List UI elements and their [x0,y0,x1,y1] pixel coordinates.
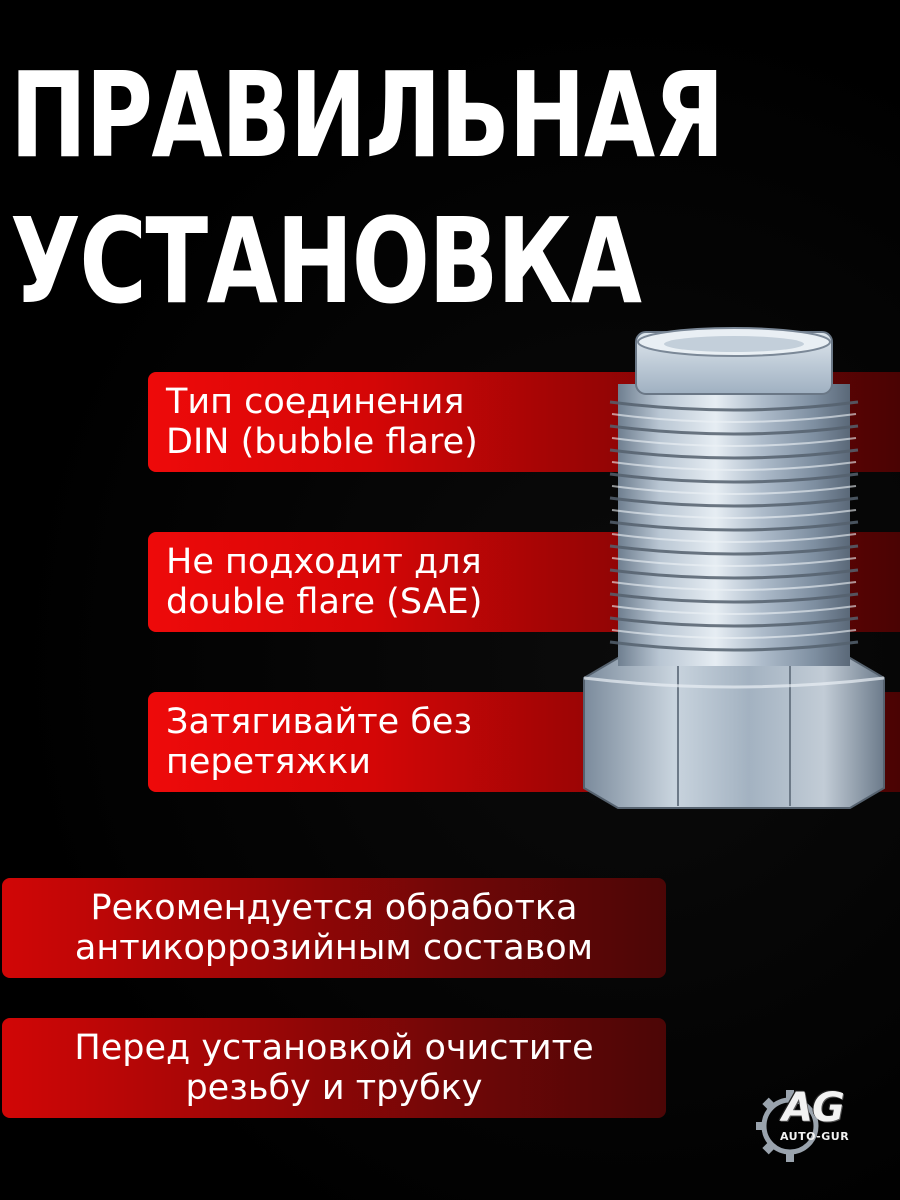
tip-banner-cleaning [2,1018,666,1118]
title-line-2: УСТАНОВКА [10,192,641,330]
feature-banner-line-1: Не подходит для [166,542,482,582]
feature-banner-line-1: Тип соединения [166,382,465,422]
logo-subtitle: AUTO-GUR [780,1130,850,1143]
feature-banner-line-1: Затягивайте без [166,702,473,742]
bolt-fitting-icon [578,318,890,812]
brand-logo [752,1082,872,1172]
tip-banner-line-2: резьбу и трубку [185,1068,483,1108]
feature-banner-line-2: DIN (bubble flare) [166,422,478,462]
tip-banner-line-2: антикоррозийным составом [74,928,594,968]
page-title [10,42,724,334]
feature-banner-line-2: перетяжки [166,742,372,782]
feature-banner-line-2: double flare (SAE) [166,582,483,622]
tip-banner-line-1: Перед установкой очистите [74,1028,594,1068]
tip-banner-anticorrosion [2,878,666,978]
logo-mark: AG [782,1085,844,1131]
title-line-1: ПРАВИЛЬНАЯ [10,46,724,184]
tip-banner-line-1: Рекомендуется обработка [90,888,578,928]
